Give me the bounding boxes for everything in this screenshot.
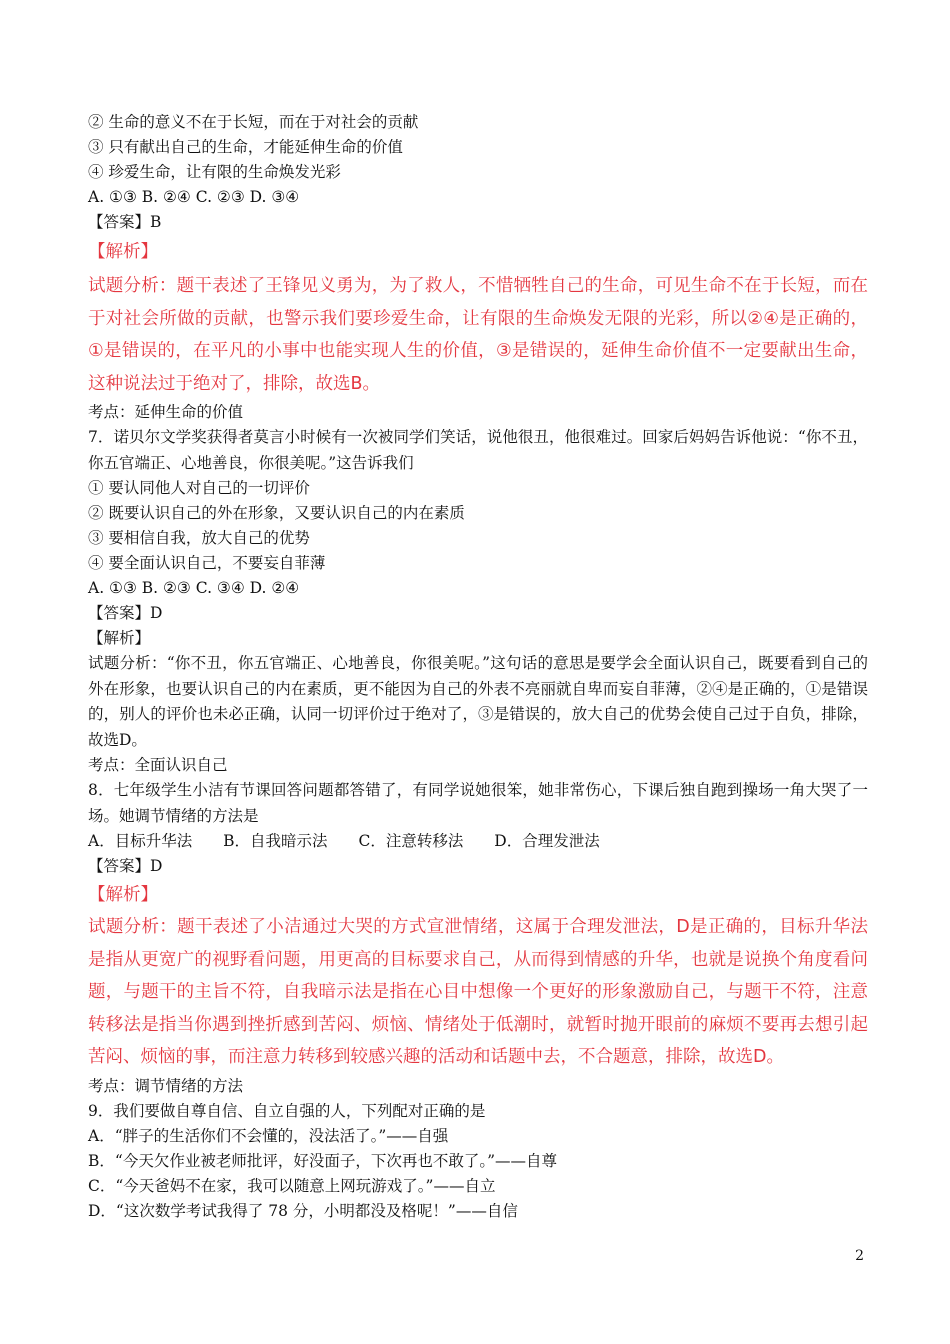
q8-analysis: 试题分析：题干表述了小洁通过大哭的方式宣泄情绪，这属于合理发泄法，D是正确的，目标升华法是指从更宽广的视野看问题，用更高的目标要求自己，从而得到情感的升华，也就是说换个角度看问题，与题干的主旨不符，自我暗示法是指在心目中想像一个更好的形象激励自己，与题干不符，注意转移法是指当你遇到挫折感到苦闷、烦恼、情绪处于低潮时，就暂时抛开眼前的麻烦不要再去想引起苦闷、烦恼的事，而注意力转移到较感兴趣的活动和话题中去，不合题意，排除，故选D。 bbox=[88, 917, 868, 1067]
q9-choice-b: B．“今天欠作业被老师批评，好没面子，下次再也不敢了。”——自尊 bbox=[88, 1151, 557, 1170]
q8-choice-d: D．合理发泄法 bbox=[494, 832, 600, 850]
q6-choice-d: D. ③④ bbox=[249, 188, 300, 206]
q7-stem: 7．诺贝尔文学奖获得者莫言小时候有一次被同学们笑话，说他很丑，他很难过。回家后妈妈告诉他说：“你不丑，你五官端正、心地善良，你很美呢。”这告诉我们 bbox=[88, 428, 868, 472]
q6-answer: 【答案】B bbox=[88, 213, 162, 231]
q7-choice-d: D. ②④ bbox=[249, 579, 300, 597]
q7-option-1: ① 要认同他人对自己的一切评价 bbox=[88, 479, 310, 497]
q8-answer: 【答案】D bbox=[88, 857, 163, 875]
q8-choices bbox=[88, 829, 868, 854]
page-content bbox=[88, 110, 868, 1224]
q6-option-2: ② 生命的意义不在于长短，而在于对社会的贡献 bbox=[88, 113, 419, 131]
q9-choice-a: A．“胖子的生活你们不会懂的，没法活了。”——自强 bbox=[88, 1126, 449, 1145]
q9-choice-d: D．“这次数学考试我得了 78 分，小明都没及格呢！”——自信 bbox=[88, 1201, 518, 1220]
q7-option-4: ④ 要全面认识自己，不要妄自菲薄 bbox=[88, 554, 326, 572]
q7-option-3: ③ 要相信自我，放大自己的优势 bbox=[88, 529, 310, 547]
q6-choice-c: C. ②③ bbox=[195, 188, 245, 206]
q6-option-4: ④ 珍爱生命，让有限的生命焕发光彩 bbox=[88, 163, 341, 181]
q9-choice-c: C．“今天爸妈不在家，我可以随意上网玩游戏了。”——自立 bbox=[88, 1176, 496, 1195]
q8-choice-b: B．自我暗示法 bbox=[223, 832, 328, 850]
q6-choice-a: A. ①③ bbox=[88, 188, 137, 206]
q8-stem: 8．七年级学生小洁有节课回答问题都答错了，有同学说她很笨，她非常伤心，下课后独自跑到操场一角大哭了一场。她调节情绪的方法是 bbox=[88, 781, 868, 825]
q8-choice-a: A．目标升华法 bbox=[88, 832, 193, 850]
q6-point: 考点：延伸生命的价值 bbox=[88, 403, 244, 421]
q6-choices bbox=[88, 185, 868, 210]
q8-point: 考点：调节情绪的方法 bbox=[88, 1076, 244, 1095]
q6-analysis-title: 【解析】 bbox=[88, 242, 158, 262]
page-number: 2 bbox=[855, 1248, 864, 1264]
q7-choices bbox=[88, 576, 868, 601]
q6-analysis: 试题分析：题干表述了王锋见义勇为，为了救人，不惜牺牲自己的生命，可见生命不在于长短，而在于对社会所做的贡献，也警示我们要珍爱生命，让有限的生命焕发无限的光彩，所以②④是正确的，①是错误的，在平凡的小事中也能实现人生的价值，③是错误的，延伸生命价值不一定要献出生命，这种说法过于绝对了，排除，故选B。 bbox=[88, 276, 868, 394]
q7-choice-a: A. ①③ bbox=[88, 579, 137, 597]
q7-point: 考点：全面认识自己 bbox=[88, 756, 228, 774]
q8-analysis-title: 【解析】 bbox=[88, 885, 158, 905]
q6-option-3: ③ 只有献出自己的生命，才能延伸生命的价值 bbox=[88, 138, 403, 156]
q7-analysis: 试题分析：“你不丑，你五官端正、心地善良，你很美呢。”这句话的意思是要学会全面认识自己，既要看到自己的外在形象，也要认识自己的内在素质，更不能因为自己的外表不亮丽就自卑而妄自菲薄，②④是正确的，①是错误的，别人的评价也未必正确，认同一切评价过于绝对了，③是错误的，放大自己的优势会使自己过于自负，排除，故选D。 bbox=[88, 654, 868, 749]
q9-stem: 9．我们要做自尊自信、自立自强的人，下列配对正确的是 bbox=[88, 1101, 486, 1120]
q7-choice-b: B. ②③ bbox=[141, 579, 191, 597]
q7-option-2: ② 既要认识自己的外在形象，又要认识自己的内在素质 bbox=[88, 504, 465, 522]
q7-choice-c: C. ③④ bbox=[195, 579, 245, 597]
q7-analysis-title: 【解析】 bbox=[88, 629, 151, 647]
q8-choice-c: C．注意转移法 bbox=[358, 832, 464, 850]
q7-answer: 【答案】D bbox=[88, 604, 163, 622]
q6-choice-b: B. ②④ bbox=[141, 188, 191, 206]
